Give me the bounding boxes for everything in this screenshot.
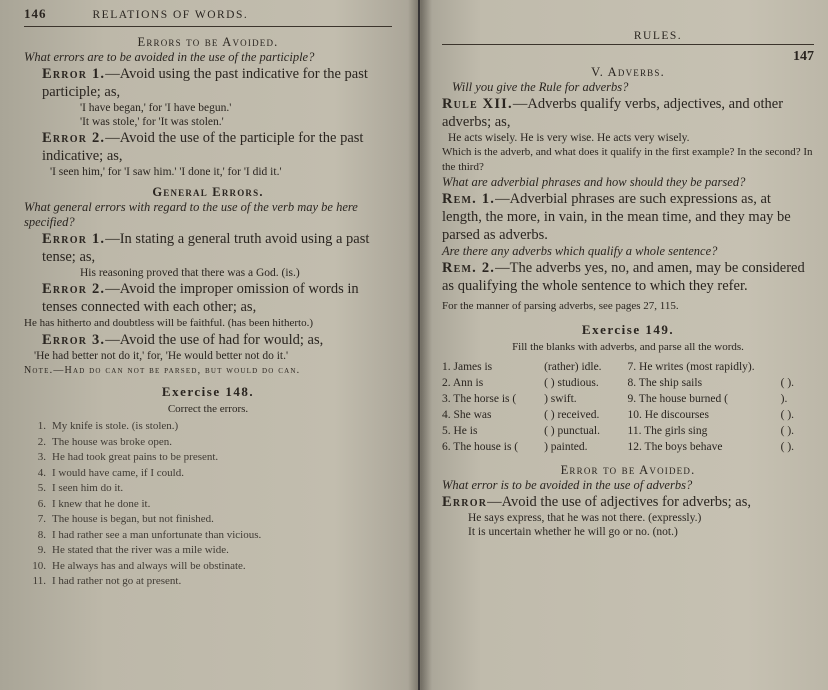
exercise-cell: (rather) idle. (544, 361, 602, 373)
exercise-cell: ) swift. (544, 393, 577, 405)
adverbs-heading: V. Adverbs. (591, 65, 665, 79)
list-item: 2. The house was broke open. (37, 435, 173, 448)
exercise-148-list (24, 419, 392, 590)
exercise-cell: ( ) punctual. (544, 425, 600, 437)
exercise-148-instructions: Correct the errors. (167, 403, 249, 415)
exercise-cell: 7. He writes (most rapidly). (627, 361, 755, 373)
note: Note.—Had do can not be parsed, but would do can. (24, 365, 301, 376)
exercise-cell: 10. He discourses (627, 409, 709, 421)
question-rule-adverbs: Will you give the Rule for adverbs? (452, 80, 629, 94)
list-item: 3. He had took great pains to be present. (37, 451, 219, 463)
exercise-cell: 8. The ship sails (627, 377, 703, 389)
general-error-2-example: He has hitherto and doubtless will be faithful. (has been hitherto.) (24, 317, 313, 329)
list-item: 7. The house is began, but not finished. (37, 513, 214, 525)
error-1-example-2: 'It was stole,' for 'It was stolen.' (80, 116, 224, 128)
remark-2-text: —The adverbs yes, no, and amen, may be considered as qualifying the whole sentence to which they refer. (442, 260, 805, 294)
rule-12 (442, 95, 814, 131)
remark-1 (442, 190, 814, 244)
rule-12-label: Rule XII. (442, 96, 513, 112)
exercise-cell: 4. She was (442, 409, 492, 421)
exercise-cell: 9. The house burned ( (627, 393, 728, 405)
error-1-example-1: 'I have began,' for 'I have begun.' (80, 102, 232, 114)
list-item: 4. I would have came, if I could. (37, 466, 184, 479)
error-2-text: —Avoid the use of the participle for the past indicative; as, (42, 130, 364, 164)
error-to-be-avoided-heading: Error to be Avoided. (560, 463, 696, 477)
left-page-header (24, 6, 392, 27)
general-error-1 (24, 230, 392, 266)
exercise-cell: ( ). (780, 425, 795, 437)
question-whole-sentence: Are there any adverbs which qualify a whole sentence? (442, 244, 718, 258)
error-2-label: Error 2. (42, 130, 106, 146)
exercise-cell: 1. James is (442, 361, 493, 373)
exercise-cell: ). (780, 393, 788, 405)
adverb-error (442, 493, 814, 511)
exercise-cell: 12. The boys behave (627, 441, 723, 453)
exercise-148-heading: Exercise 148. (161, 384, 255, 399)
error-1-label: Error 1. (42, 66, 106, 82)
general-error-2 (24, 280, 392, 316)
general-error-1-text: —In stating a general truth avoid using a past tense; as, (42, 231, 370, 265)
list-item: 10. He always has and always will be obstinate. (32, 559, 246, 572)
exercise-cell: ( ). (780, 441, 795, 453)
book-gutter (408, 0, 432, 690)
exercise-cell: ( ). (780, 409, 795, 421)
rule-12-example: He acts wisely. He is very wise. He acts very wisely. (448, 132, 690, 144)
exercise-cell: 2. Ann is (442, 377, 484, 389)
exercise-149-instructions: Fill the blanks with adverbs, and parse all the words. (512, 341, 744, 353)
adverb-error-text: —Avoid the use of adjectives for adverbs; as, (487, 494, 751, 510)
question-participle: What errors are to be avoided in the use of the participle? (24, 50, 315, 64)
error-2 (24, 129, 392, 165)
exercise-cell: ( ) received. (544, 409, 600, 421)
exercise-149-grid (442, 359, 814, 455)
question-adverb-error: What error is to be avoided in the use of adverbs? (442, 478, 693, 492)
exercise-cell: 5. He is (442, 425, 478, 437)
right-page-number: 147 (793, 49, 814, 64)
remark-2 (442, 259, 814, 295)
exercise-cell: 6. The house is ( (442, 441, 519, 453)
general-error-2-text: —Avoid the improper omission of words in tenses connected with each other; as, (42, 281, 359, 315)
errors-heading: Errors to be Avoided. (137, 35, 279, 49)
remark-1-text: —Adverbial phrases are such expressions as, at length, the more, in vain, in the mean time, and they may be parsed as adverbs. (442, 191, 791, 243)
general-error-2-label: Error 2. (42, 281, 106, 297)
right-page (420, 0, 828, 690)
list-item: 6. I knew that he done it. (37, 497, 151, 510)
exercise-cell: ( ). (780, 377, 795, 389)
right-running-head: RULES. (442, 6, 814, 45)
parsing-note: For the manner of parsing adverbs, see pages 27, 115. (442, 300, 679, 312)
general-error-1-example: His reasoning proved that there was a God. (is.) (80, 267, 300, 279)
error-1-text: —Avoid using the past indicative for the past participle; as, (42, 66, 368, 100)
error-1 (24, 65, 392, 101)
adverb-error-example-2: It is uncertain whether he will go or no. (not.) (468, 526, 678, 538)
general-error-1-label: Error 1. (42, 231, 106, 247)
left-page-number: 146 (24, 6, 47, 21)
exercise-cell: 11. The girls sing (627, 425, 708, 437)
list-item: 5. I seen him do it. (37, 482, 124, 494)
exercise-149-heading: Exercise 149. (581, 322, 675, 337)
rule-12-text: —Adverbs qualify verbs, adjectives, and other adverbs; as, (442, 96, 784, 130)
general-errors-heading: General Errors. (152, 185, 264, 199)
list-item: 1. My knife is stole. (is stolen.) (37, 420, 179, 432)
remark-1-label: Rem. 1. (442, 191, 496, 207)
error-2-example: 'I seen him,' for 'I saw him.' 'I done it,' for 'I did it.' (50, 166, 282, 178)
remark-2-label: Rem. 2. (442, 260, 496, 276)
left-running-head: RELATIONS OF WORDS. (92, 9, 249, 21)
list-item: 9. He stated that the river was a mile wide. (37, 544, 229, 556)
exercise-cell: ( ) studious. (544, 377, 599, 389)
exercise-cell: ) painted. (544, 441, 588, 453)
adverb-error-example-1: He says express, that he was not there. (expressly.) (468, 512, 702, 524)
adverb-error-label: Error (442, 494, 488, 510)
question-adverbial-phrases: What are adverbial phrases and how should they be parsed? (442, 175, 746, 189)
question-general-errors: What general errors with regard to the use of the verb may be here specified? (24, 200, 358, 229)
general-error-3 (24, 331, 392, 349)
exercise-cell (781, 359, 814, 375)
list-item: 11. I had rather not go at present. (32, 575, 182, 587)
question-which-adverb: Which is the adverb, and what does it qualify in the first example? In the second? In the third? (442, 146, 813, 173)
list-item: 8. I had rather see a man unfortunate than vicious. (37, 528, 262, 541)
general-error-3-label: Error 3. (42, 332, 106, 348)
general-error-3-example: 'He had better not do it,' for, 'He would better not do it.' (34, 350, 289, 362)
general-error-3-text: —Avoid the use of had for would; as, (105, 332, 324, 348)
exercise-cell: 3. The horse is ( (442, 393, 517, 405)
